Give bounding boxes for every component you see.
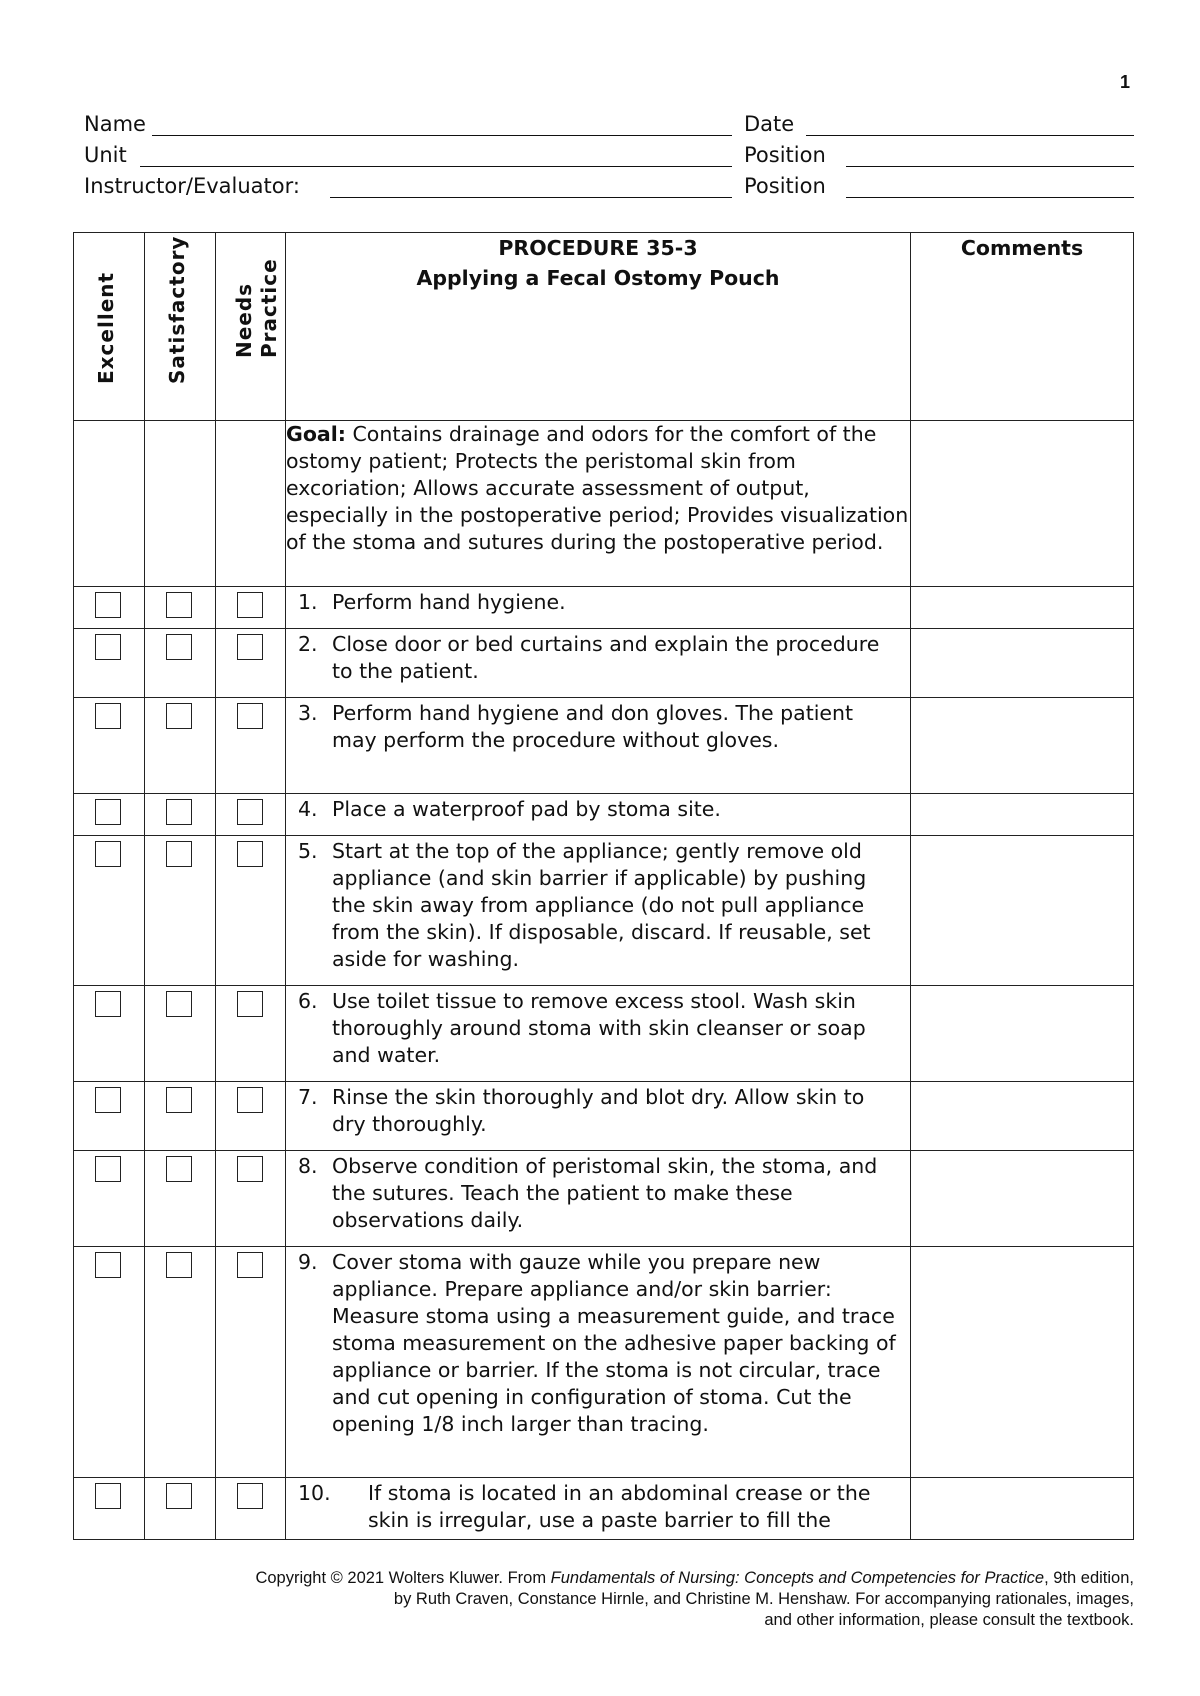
step-text: Cover stoma with gauze while you prepare new appliance. Prepare appliance and/or skin barrier: Measure stoma using a measurement guide, and trace stoma measurement on the adhesive paper backing of appliance or barrier. If the stoma is not circular, trace and cut opening in configuration of stoma. Cut the opening 1/8 inch larger than tracing. [332, 1250, 896, 1436]
goal-cell [286, 421, 911, 587]
checkbox-satisfactory[interactable] [166, 1483, 192, 1509]
date-field[interactable] [806, 135, 1134, 136]
position-label-2: Position [744, 174, 826, 198]
step-comments[interactable] [911, 1478, 1134, 1540]
goal-text: Contains drainage and odors for the comfort of the ostomy patient; Protects the peristomal skin from excoriation; Allows accurate assessment of output, especially in the postoperative period; Provides visualization of the stoma and sutures during the postoperative period. [286, 422, 909, 554]
checkbox-satisfactory[interactable] [166, 1087, 192, 1113]
checkbox-satisfactory[interactable] [166, 592, 192, 618]
procedure-checklist-table [73, 232, 1134, 1540]
checkbox-needs-practice[interactable] [237, 799, 263, 825]
checkbox-needs-practice[interactable] [237, 991, 263, 1017]
checkbox-excellent[interactable] [95, 1483, 121, 1509]
checkbox-excellent[interactable] [95, 592, 121, 618]
step-text: If stoma is located in an abdominal crease or the skin is irregular, use a paste barrier to fill the [368, 1481, 871, 1532]
goal-comments [911, 421, 1134, 587]
step-text: Start at the top of the appliance; gently remove old appliance (and skin barrier if applicable) by pushing the skin away from appliance (do not pull appliance from the skin). If disposable, discard. If reusable, set aside for washing. [332, 839, 871, 971]
procedure-number: PROCEDURE 35-3 [498, 236, 698, 260]
satisfactory-label: Satisfactory [165, 235, 189, 384]
col-header-satisfactory [145, 233, 216, 421]
footer-line1-b: , 9th edition, [1044, 1569, 1134, 1587]
step-text: Place a waterproof pad by stoma site. [332, 797, 721, 821]
step-row [74, 698, 1134, 794]
step-cell [286, 986, 911, 1082]
instructor-field[interactable] [330, 197, 732, 198]
checkbox-excellent[interactable] [95, 1087, 121, 1113]
position-field-2[interactable] [846, 197, 1134, 198]
checkbox-satisfactory[interactable] [166, 841, 192, 867]
checkbox-excellent[interactable] [95, 634, 121, 660]
position-field[interactable] [846, 166, 1134, 167]
checkbox-satisfactory[interactable] [166, 1252, 192, 1278]
checkbox-needs-practice[interactable] [237, 1156, 263, 1182]
step-number: 4. [298, 797, 318, 821]
table-header-row [74, 233, 1134, 421]
comments-header: Comments [911, 233, 1134, 421]
step-cell [286, 587, 911, 629]
footer-book-title: Fundamentals of Nursing: Concepts and Competencies for Practice [550, 1569, 1045, 1587]
checkbox-excellent[interactable] [95, 799, 121, 825]
step-number: 9. [298, 1250, 318, 1274]
checkbox-excellent[interactable] [95, 1156, 121, 1182]
step-text: Observe condition of peristomal skin, the stoma, and the sutures. Teach the patient to make these observations daily. [332, 1154, 878, 1232]
instructor-label: Instructor/Evaluator: [84, 174, 300, 198]
step-text: Perform hand hygiene. [332, 590, 566, 614]
checkbox-needs-practice[interactable] [237, 1252, 263, 1278]
step-cell [286, 629, 911, 698]
copyright-footer [255, 1568, 1134, 1631]
name-field[interactable] [152, 135, 732, 136]
step-number: 3. [298, 701, 318, 725]
step-comments[interactable] [911, 587, 1134, 629]
step-row [74, 1478, 1134, 1540]
step-row [74, 629, 1134, 698]
checkbox-needs-practice[interactable] [237, 634, 263, 660]
step-row [74, 1151, 1134, 1247]
col-header-excellent [74, 233, 145, 421]
step-comments[interactable] [911, 698, 1134, 794]
step-comments[interactable] [911, 986, 1134, 1082]
step-row [74, 587, 1134, 629]
step-row [74, 986, 1134, 1082]
checkbox-excellent[interactable] [95, 991, 121, 1017]
step-cell [286, 836, 911, 986]
step-number: 1. [298, 590, 318, 614]
checkbox-needs-practice[interactable] [237, 592, 263, 618]
step-comments[interactable] [911, 836, 1134, 986]
step-number: 6. [298, 989, 318, 1013]
page-number: 1 [1119, 72, 1130, 92]
step-number: 2. [298, 632, 318, 656]
checkbox-satisfactory[interactable] [166, 1156, 192, 1182]
step-cell [286, 698, 911, 794]
step-comments[interactable] [911, 629, 1134, 698]
step-number: 8. [298, 1154, 318, 1178]
step-row [74, 794, 1134, 836]
goal-label: Goal: [286, 422, 346, 446]
steps-body [74, 587, 1134, 1540]
footer-line2: by Ruth Craven, Constance Hirnle, and Christine M. Henshaw. For accompanying rationales, images, [393, 1590, 1134, 1608]
unit-label: Unit [84, 143, 127, 167]
footer-line3: and other information, please consult the textbook. [764, 1611, 1134, 1629]
footer-line1-a: Copyright © 2021 Wolters Kluwer. From [255, 1569, 551, 1587]
step-text: Close door or bed curtains and explain the procedure to the patient. [332, 632, 880, 683]
procedure-title: Applying a Fecal Ostomy Pouch [416, 266, 780, 290]
step-text: Perform hand hygiene and don gloves. The patient may perform the procedure without gloves. [332, 701, 854, 752]
goal-row [74, 421, 1134, 587]
checkbox-needs-practice[interactable] [237, 703, 263, 729]
step-comments[interactable] [911, 1247, 1134, 1478]
checkbox-excellent[interactable] [95, 1252, 121, 1278]
position-label: Position [744, 143, 826, 167]
checkbox-excellent[interactable] [95, 703, 121, 729]
checkbox-satisfactory[interactable] [166, 703, 192, 729]
checkbox-satisfactory[interactable] [166, 799, 192, 825]
step-number: 10. [298, 1481, 331, 1505]
excellent-label: Excellent [94, 271, 118, 384]
step-comments[interactable] [911, 794, 1134, 836]
step-cell [286, 794, 911, 836]
name-label: Name [84, 112, 146, 136]
unit-field[interactable] [140, 166, 732, 167]
step-text: Use toilet tissue to remove excess stool. Wash skin thoroughly around stoma with skin cleanser or soap and water. [332, 989, 866, 1067]
checkbox-needs-practice[interactable] [237, 841, 263, 867]
step-row [74, 836, 1134, 986]
checkbox-needs-practice[interactable] [237, 1483, 263, 1509]
step-cell [286, 1082, 911, 1151]
checkbox-excellent[interactable] [95, 841, 121, 867]
step-text: Rinse the skin thoroughly and blot dry. Allow skin to dry thoroughly. [332, 1085, 865, 1136]
date-label: Date [744, 112, 795, 136]
step-cell [286, 1151, 911, 1247]
checkbox-needs-practice[interactable] [237, 1087, 263, 1113]
step-number: 5. [298, 839, 318, 863]
step-comments[interactable] [911, 1151, 1134, 1247]
step-cell [286, 1247, 911, 1478]
needs-label: Needs [232, 282, 256, 358]
col-header-needs-practice [216, 233, 286, 421]
procedure-title-cell [286, 233, 911, 421]
step-cell [286, 1478, 911, 1540]
step-row [74, 1082, 1134, 1151]
step-row [74, 1247, 1134, 1478]
step-number: 7. [298, 1085, 318, 1109]
practice-label: Practice [257, 258, 281, 358]
step-comments[interactable] [911, 1082, 1134, 1151]
checkbox-satisfactory[interactable] [166, 634, 192, 660]
checkbox-satisfactory[interactable] [166, 991, 192, 1017]
